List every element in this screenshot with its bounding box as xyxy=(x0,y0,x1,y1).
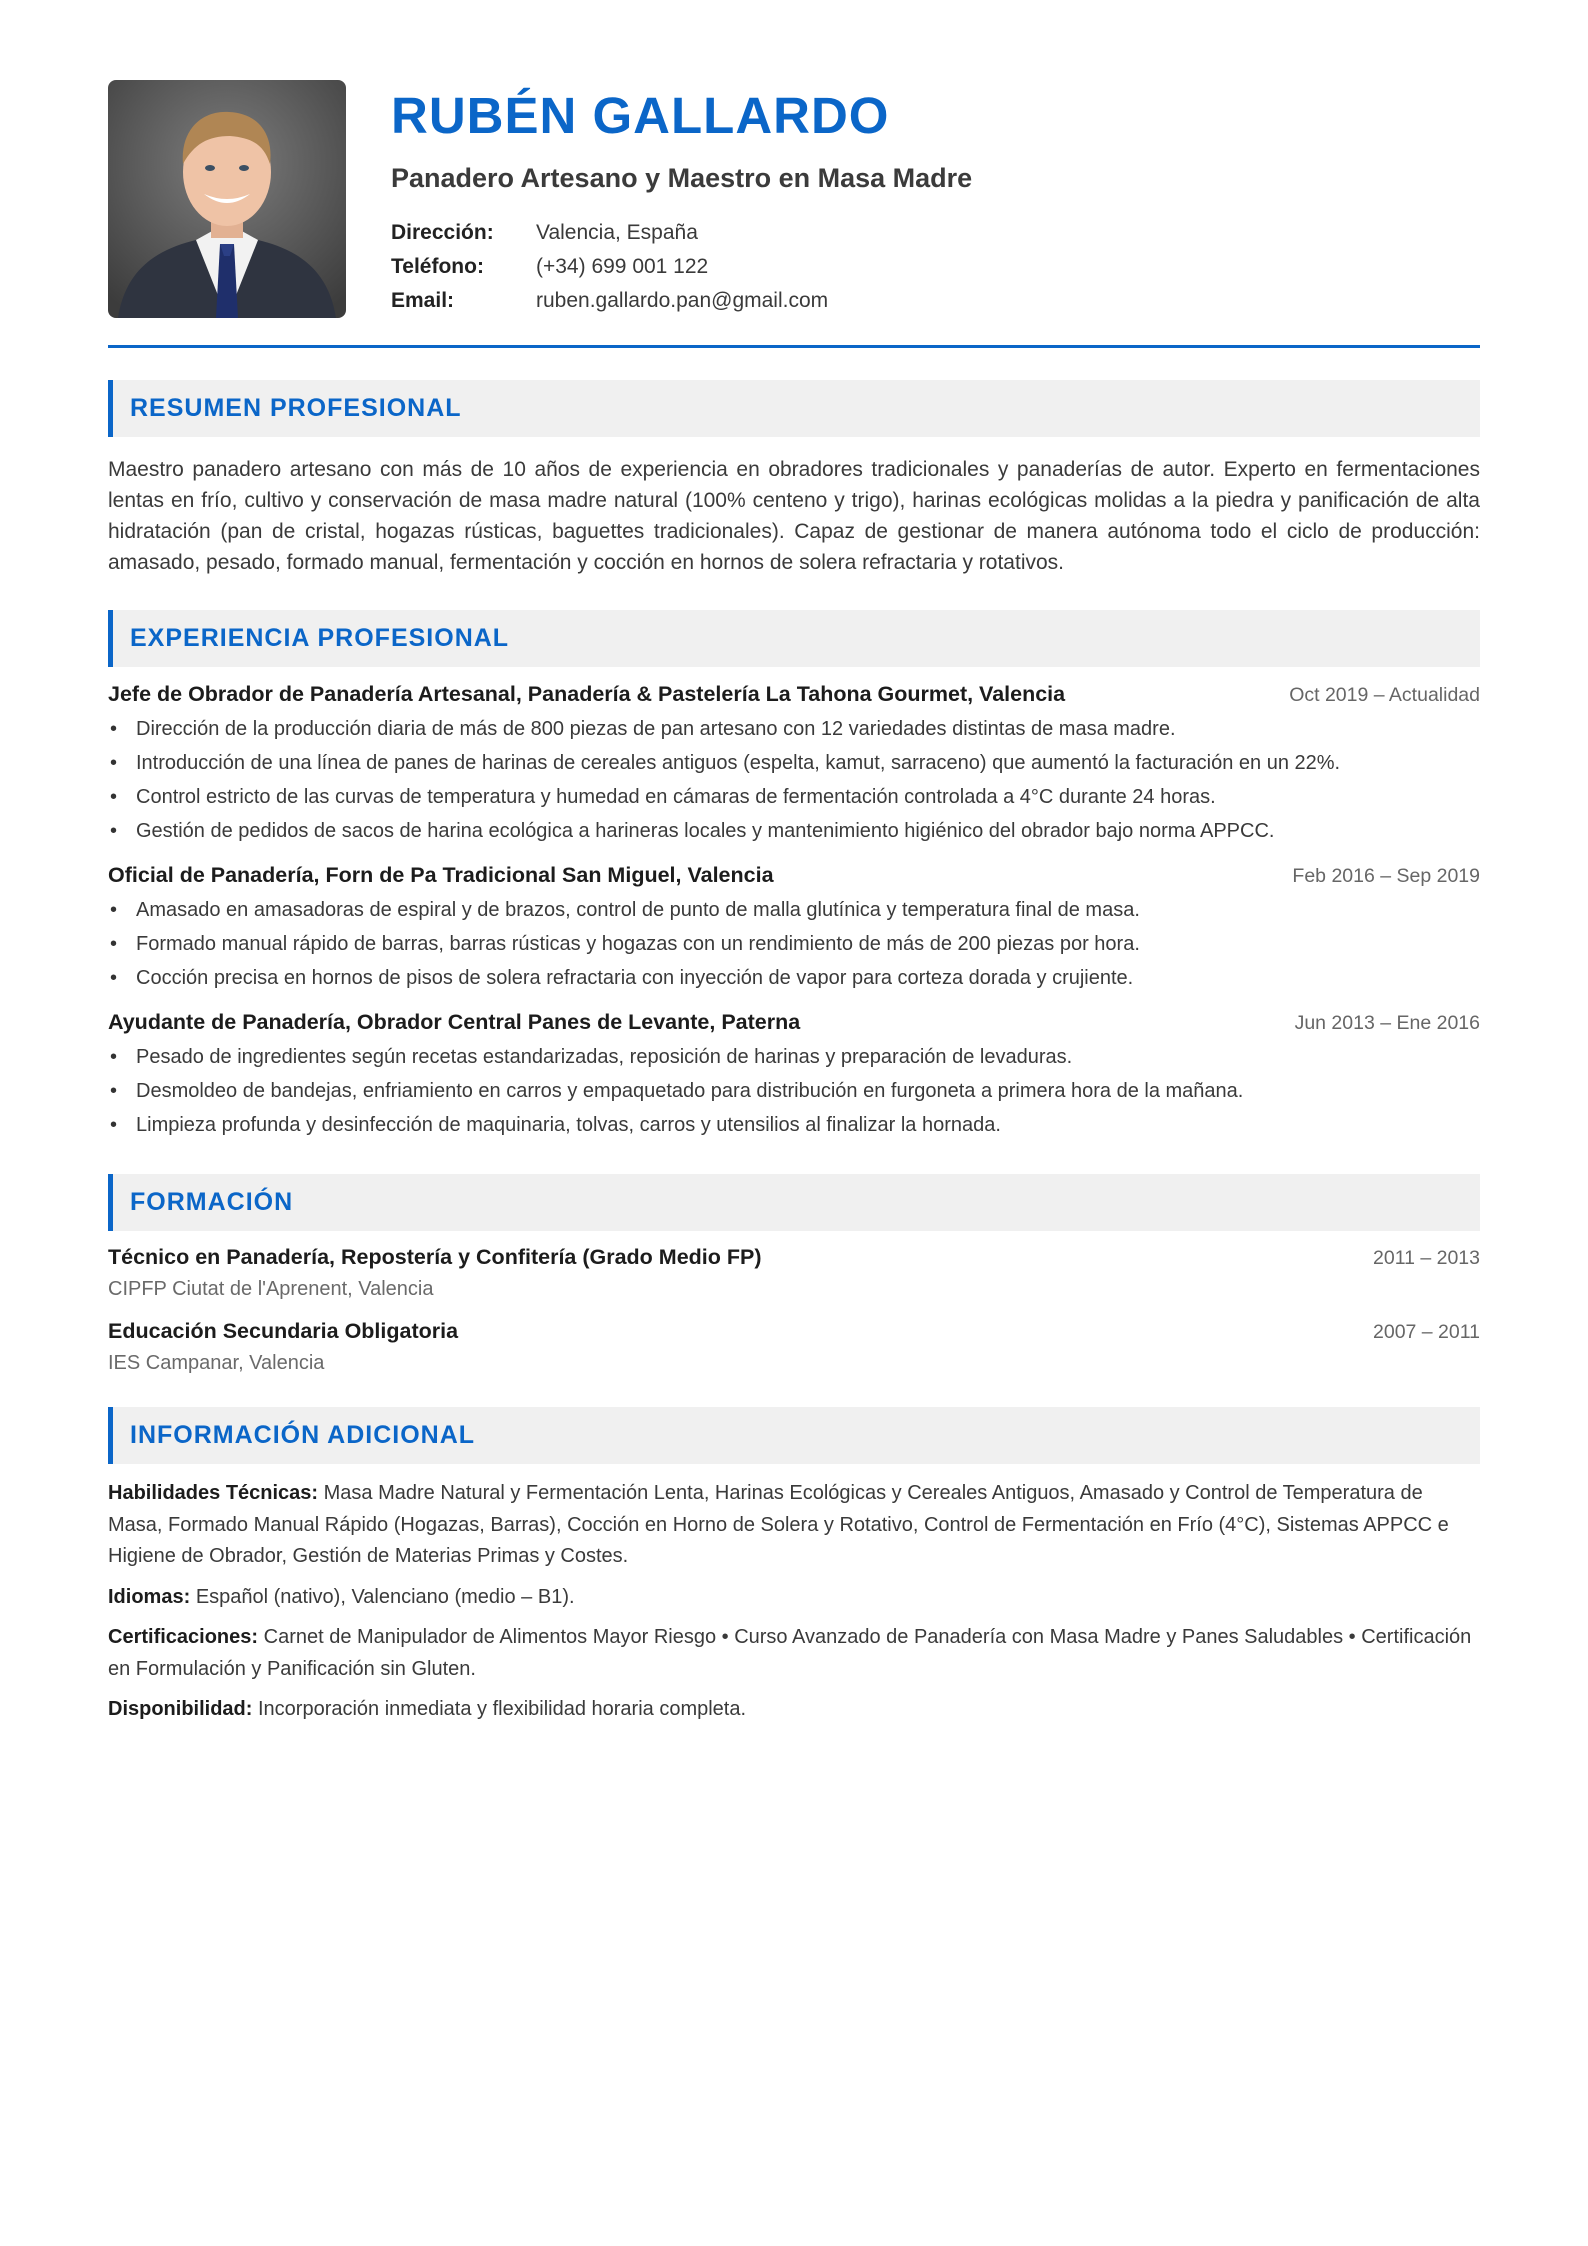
job-title: Oficial de Panadería, Forn de Pa Tradicional San Miguel, Valencia xyxy=(108,863,774,887)
additional-text: Masa Madre Natural y Fermentación Lenta, Harinas Ecológicas y Cereales Antiguos, Amasado y Control de Temperatura de Masa, Formado Manual Rápido (Hogazas, Barras), Cocción en Horno de Solera y Rotativo, Control de Fermentación en Frío (4°C), Sistemas APPCC e Higiene de Obrador, Gestión de Materias Primas y Costes. xyxy=(108,1482,1449,1567)
additional-text: Incorporación inmediata y flexibilidad horaria completa. xyxy=(258,1698,747,1720)
job-date: Feb 2016 – Sep 2019 xyxy=(1292,865,1480,887)
contact-value: (+34) 699 001 122 xyxy=(536,255,709,278)
contact-value: Valencia, España xyxy=(536,221,698,244)
section-title: RESUMEN PROFESIONAL xyxy=(130,394,462,422)
contact-value: ruben.gallardo.pan@gmail.com xyxy=(536,289,829,312)
job-bullet: • Formado manual rápido de barras, barras rústicas y hogazas con un rendimiento de más de 200 piezas por hora. xyxy=(108,927,1480,961)
additional-languages xyxy=(108,1582,1480,1614)
education-header xyxy=(108,1245,1480,1270)
candidate-name: RUBÉN GALLARDO xyxy=(391,87,890,144)
contact-phone xyxy=(391,250,972,284)
job-header xyxy=(108,1010,1480,1035)
job-bullet: • Amasado en amasadoras de espiral y de brazos, control de punto de malla glutínica y temperatura final de masa. xyxy=(108,893,1480,927)
education-title: Educación Secundaria Obligatoria xyxy=(108,1319,459,1343)
job-bullet: • Cocción precisa en hornos de pisos de solera refractaria con inyección de vapor para corteza dorada y crujiente. xyxy=(108,961,1480,995)
job-bullet: • Introducción de una línea de panes de harinas de cereales antiguos (espelta, kamut, sarraceno) que aumentó la facturación en un 22%. xyxy=(108,746,1480,780)
job-entry xyxy=(108,863,1480,995)
section-title: INFORMACIÓN ADICIONAL xyxy=(130,1421,476,1449)
contact-email xyxy=(391,284,972,318)
contact-label: Teléfono: xyxy=(391,255,484,278)
education-header xyxy=(108,1319,1480,1344)
section-experience-heading xyxy=(108,610,1480,667)
summary-text: Maestro panadero artesano con más de 10 años de experiencia en obradores tradicionales y panaderías de autor. Experto en fermentaciones lentas en frío, cultivo y conservación de masa madre natural (100% centeno y trigo), harinas ecológicas molidas a la piedra y panificación de alta hidratación (pan de cristal, hogazas rústicas, baguettes tradicionales). Capaz de gestionar de manera autónoma todo el ciclo de producción: amasado, pesado, formado manual, fermentación y cocción en hornos de solera refractaria y rotativos. xyxy=(108,458,1480,574)
job-entry xyxy=(108,1010,1480,1142)
job-bullet: • Limpieza profunda y desinfección de maquinaria, tolvas, carros y utensilios al finalizar la hornada. xyxy=(108,1108,1480,1142)
section-summary-heading xyxy=(108,380,1480,437)
education-school: IES Campanar, Valencia xyxy=(108,1352,325,1374)
contact-label: Dirección: xyxy=(391,221,494,244)
contact-list xyxy=(391,216,972,318)
job-bullet: • Desmoldeo de bandejas, enfriamiento en carros y empaquetado para distribución en furgoneta a primera hora de la mañana. xyxy=(108,1074,1480,1108)
job-bullet: • Dirección de la producción diaria de más de 800 piezas de pan artesano con 12 variedades distintas de masa madre. xyxy=(108,712,1480,746)
additional-label: Habilidades Técnicas: xyxy=(108,1482,319,1504)
job-bullet: • Pesado de ingredientes según recetas estandarizadas, reposición de harinas y preparación de levaduras. xyxy=(108,1040,1480,1074)
profile-photo xyxy=(108,80,346,318)
header-divider xyxy=(108,345,1480,348)
section-additional-heading xyxy=(108,1407,1480,1464)
resume-header xyxy=(108,80,1480,318)
job-header xyxy=(108,682,1480,707)
section-title: EXPERIENCIA PROFESIONAL xyxy=(130,624,510,652)
additional-label: Disponibilidad: xyxy=(108,1698,253,1720)
education-date: 2011 – 2013 xyxy=(1373,1247,1480,1269)
contact-label: Email: xyxy=(391,289,455,312)
education-date: 2007 – 2011 xyxy=(1373,1321,1480,1343)
additional-text: Carnet de Manipulador de Alimentos Mayor Riesgo • Curso Avanzado de Panadería con Masa Madre y Panes Saludables • Certificación en Formulación y Panificación sin Gluten. xyxy=(108,1626,1472,1680)
job-bullets xyxy=(108,712,1480,848)
additional-info xyxy=(108,1478,1480,1726)
additional-availability xyxy=(108,1694,1480,1726)
job-header xyxy=(108,863,1480,888)
job-title: Ayudante de Panadería, Obrador Central Panes de Levante, Paterna xyxy=(108,1010,801,1034)
education-entry xyxy=(108,1245,1480,1301)
job-bullets xyxy=(108,1040,1480,1142)
header-info xyxy=(391,80,972,318)
job-title: Jefe de Obrador de Panadería Artesanal, Panadería & Pastelería La Tahona Gourmet, Valencia xyxy=(108,682,1066,706)
job-date: Jun 2013 – Ene 2016 xyxy=(1294,1012,1480,1034)
job-bullet: • Gestión de pedidos de sacos de harina ecológica a harineras locales y mantenimiento higiénico del obrador bajo norma APPCC. xyxy=(108,814,1480,848)
education-entry xyxy=(108,1319,1480,1375)
education-title: Técnico en Panadería, Repostería y Confitería (Grado Medio FP) xyxy=(108,1245,762,1269)
job-date: Oct 2019 – Actualidad xyxy=(1289,684,1480,706)
additional-label: Idiomas: xyxy=(108,1585,191,1608)
additional-skills xyxy=(108,1478,1480,1573)
job-bullets xyxy=(108,893,1480,995)
candidate-title: Panadero Artesano y Maestro en Masa Madre xyxy=(391,163,973,193)
contact-address xyxy=(391,216,972,250)
education-school: CIPFP Ciutat de l'Aprenent, Valencia xyxy=(108,1278,434,1300)
job-entry xyxy=(108,682,1480,848)
additional-certifications xyxy=(108,1622,1480,1685)
section-education-heading xyxy=(108,1174,1480,1231)
section-title: FORMACIÓN xyxy=(130,1188,294,1216)
job-bullet: • Control estricto de las curvas de temperatura y humedad en cámaras de fermentación controlada a 4°C durante 24 horas. xyxy=(108,780,1480,814)
additional-text: Español (nativo), Valenciano (medio – B1). xyxy=(195,1585,575,1608)
additional-label: Certificaciones: xyxy=(108,1626,259,1648)
